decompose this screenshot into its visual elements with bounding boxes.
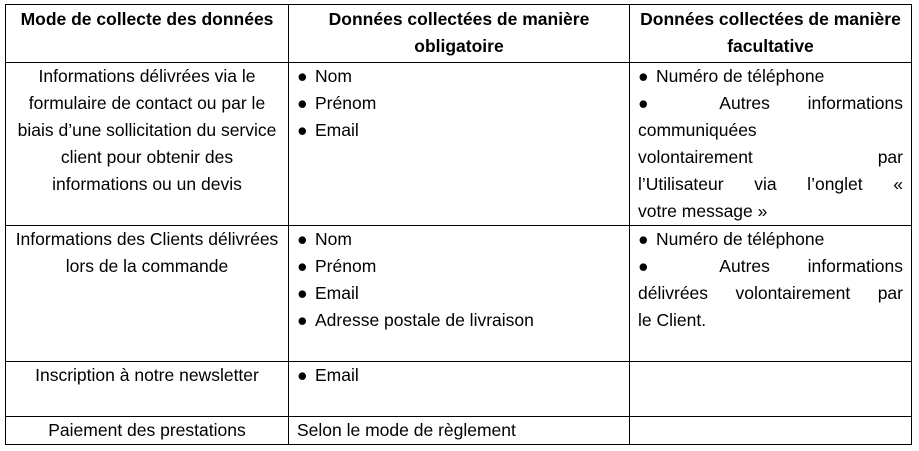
bullet-icon: ● xyxy=(638,66,649,86)
mode-cell: Inscription à notre newsletter xyxy=(6,362,289,417)
mode-cell: Informations délivrées via le formulaire de contact ou par le biais d’une sollicitation du service client pour obtenir des informations ou un devis xyxy=(6,63,289,226)
table-row xyxy=(6,362,912,417)
list-item-continuation: votre message » xyxy=(638,201,768,221)
bullet-icon: ● xyxy=(297,66,308,86)
list-item-continuation: le Client. xyxy=(638,310,707,330)
facultatif-cell xyxy=(630,417,912,445)
list-item: ● Autres informations xyxy=(638,256,903,276)
data-collection-table xyxy=(5,4,912,445)
obligatoire-cell xyxy=(289,63,630,226)
list-item: ● Email xyxy=(297,117,621,144)
obligatoire-cell xyxy=(289,362,630,417)
bullet-icon: ● xyxy=(638,229,649,249)
header-obligatoire: Données collectées de manière obligatoire xyxy=(289,5,630,63)
list-item-continuation: communiquées xyxy=(638,120,757,140)
table-header-row xyxy=(6,5,912,63)
obligatoire-cell: Selon le mode de règlement xyxy=(289,417,630,445)
bullet-icon: ● xyxy=(297,283,308,303)
list-item-continuation: délivrées volontairement par xyxy=(638,283,903,303)
list-item: ● Autres informations xyxy=(638,93,903,113)
facultatif-cell xyxy=(630,226,912,362)
list-item-continuation: l’Utilisateur via l’onglet « xyxy=(638,174,903,194)
facultatif-cell xyxy=(630,63,912,226)
table-row xyxy=(6,226,912,362)
bullet-icon: ● xyxy=(297,229,308,249)
table-row xyxy=(6,417,912,445)
list-item: ● Prénom xyxy=(297,253,621,280)
table-row xyxy=(6,63,912,226)
list-item: ● Email xyxy=(297,280,621,307)
list-item: ● Prénom xyxy=(297,90,621,117)
list-item-continuation: volontairement par xyxy=(638,147,903,167)
list-item: ● Numéro de téléphone xyxy=(638,226,903,253)
bullet-icon: ● xyxy=(297,365,308,385)
list-item: ● Numéro de téléphone xyxy=(638,63,903,90)
list-item: ● Adresse postale de livraison xyxy=(297,307,621,334)
bullet-icon: ● xyxy=(297,310,308,330)
list-item: ● Nom xyxy=(297,226,621,253)
list-item: ● Email xyxy=(297,362,621,389)
bullet-icon: ● xyxy=(297,120,308,140)
bullet-icon: ● xyxy=(638,256,682,276)
facultatif-cell xyxy=(630,362,912,417)
mode-cell: Informations des Clients délivrées lors de la commande xyxy=(6,226,289,362)
list-item: ● Nom xyxy=(297,63,621,90)
header-facultatif: Données collectées de manière facultative xyxy=(630,5,912,63)
bullet-icon: ● xyxy=(297,256,308,276)
bullet-icon: ● xyxy=(638,93,682,113)
obligatoire-cell xyxy=(289,226,630,362)
bullet-icon: ● xyxy=(297,93,308,113)
mode-cell: Paiement des prestations xyxy=(6,417,289,445)
header-mode-collecte: Mode de collecte des données xyxy=(6,5,289,63)
